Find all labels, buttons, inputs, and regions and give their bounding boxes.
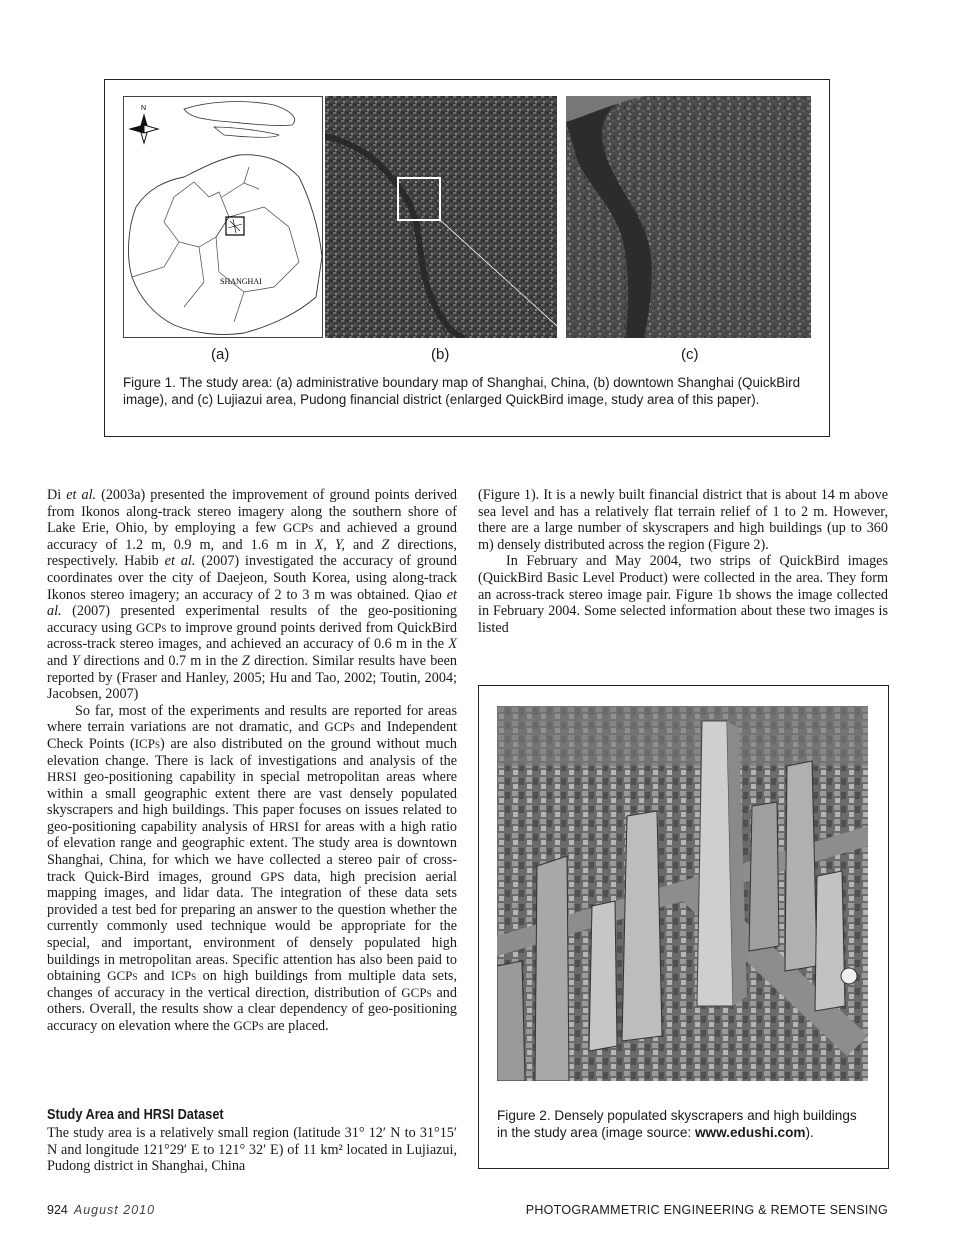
figure-1b-quickbird-image <box>325 96 557 338</box>
north-label: N <box>141 105 147 112</box>
shanghai-map-graphic <box>124 97 323 338</box>
north-arrow-icon <box>130 115 158 143</box>
figure-2 <box>478 685 889 1169</box>
page-number: 924 <box>47 1203 68 1217</box>
lujiazui-satellite-graphic <box>566 96 811 338</box>
footer-left <box>47 1203 155 1218</box>
paragraph: In February and May 2004, two strips of QuickBird images (QuickBird Basic Level Product) were collected in the area. They form an across-track stereo image pair. Figure 1b shows the image collected in February 2004. Some selected information about these two images is listed <box>478 553 888 636</box>
map-city-label: SHANGHAI <box>220 277 262 286</box>
downtown-satellite-graphic <box>325 96 557 338</box>
paragraph: So far, most of the experiments and results are reported for areas where terrain variations are not dramatic, and GCPs and Independent Check Points (ICPs) are also distributed on the ground without much elevation change. There is lack of investigations and analysis of the HRSI geo-positioning capability in special metropolitan areas where within a small geographic extent there are vast densely populated skyscrapers and high buildings. This paper focuses on issues related to geo-positioning capability analysis of HRSI for areas with a high ratio of elevation range and geographic extent. The study area is downtown Shanghai, China, for which we have collected a stereo pair of cross-track Quick-Bird images, ground GPS data, high precision aerial mapping images, and lidar data. The integration of these data sets provided a test bed for preparing an answer to the question whether the currently commonly used technique would be appropriate for the special, and important, environment of densely populated high buildings in metropolitan areas. Specific attention has also been paid to obtaining GCPs and ICPs on high buildings from multiple data sets, changes of accuracy in the vertical direction, distribution of GCPs and others. Overall, the results show a clear dependency of geo-positioning accuracy on elevation where the GCPs are placed. <box>47 702 458 1034</box>
section-heading: Study Area and HRSI Dataset <box>47 1106 224 1123</box>
figure-2-caption-text: Figure 2. Densely populated skyscrapers and high buildings in the study area (image source: <box>497 1108 857 1140</box>
figure-1a-boundary-map <box>123 96 323 338</box>
panel-label-a: (a) <box>211 346 230 363</box>
figure-2-caption-end: ). <box>805 1124 814 1140</box>
body-column-left <box>47 487 457 1035</box>
panel-label-c: (c) <box>681 346 699 363</box>
paragraph: The study area is a relatively small region (latitude 31° 12′ N to 31°15′ N and longitude 121°29′ E to 121° 32′ E) of 11 km² located in Lujiazui, Pudong district in Shanghai, China <box>47 1125 457 1175</box>
body-column-right <box>478 487 888 636</box>
paragraph: (Figure 1). It is a newly built financial district that is about 14 m above sea level and has a relatively flat terrain relief of 1 to 2 m. However, there are a large number of skyscrapers and high buildings (up to 360 m) densely distributed across the region (Figure 2). <box>478 487 888 553</box>
panel-label-b: (b) <box>431 346 450 363</box>
body-column-left-bottom <box>47 1125 457 1175</box>
metro-icon <box>841 968 857 984</box>
figure-1-caption: Figure 1. The study area: (a) administrative boundary map of Shanghai, China, (b) downtown Shanghai (QuickBird image), and (c) Lujiazui area, Pudong financial district (enlarged QuickBird image, study area of this paper). <box>123 375 801 407</box>
skyscraper-aerial-graphic <box>497 706 868 1081</box>
image-source-link[interactable]: www.edushi.com <box>694 1124 806 1140</box>
issue-date: August 2010 <box>73 1203 156 1217</box>
journal-name: PHOTOGRAMMETRIC ENGINEERING & REMOTE SENSING <box>525 1203 888 1217</box>
figure-2-caption <box>497 1108 857 1141</box>
figure-1 <box>104 79 830 437</box>
figure-2-skyscraper-image <box>497 706 868 1081</box>
figure-1c-lujiazui-image <box>566 96 811 338</box>
paragraph: Di et al. (2003a) presented the improvement of ground points derived from Ikonos along-track stereo imagery along the southern shore of Lake Erie, Ohio, by employing a few GCPs and achieved a ground accuracy of 1.2 m, 0.9 m, and 1.6 m in X, Y, and Z directions, respectively. Habib et al. (2007) investigated the accuracy of ground coordinates over the city of Daejeon, South Korea, using along-track Ikonos stereo imagery; an accuracy of 2 to 3 m was obtained. Qiao et al. (2007) presented experimental results of the geo-positioning accuracy using GCPs to improve ground points derived from QuickBird across-track stereo images, and achieved an accuracy of 0.6 m in the X and Y directions and 0.7 m in the Z direction. Similar results have been reported by (Fraser and Hanley, 2005; Hu and Tao, 2002; Toutin, 2004; Jacobsen, 2007) <box>47 487 458 703</box>
